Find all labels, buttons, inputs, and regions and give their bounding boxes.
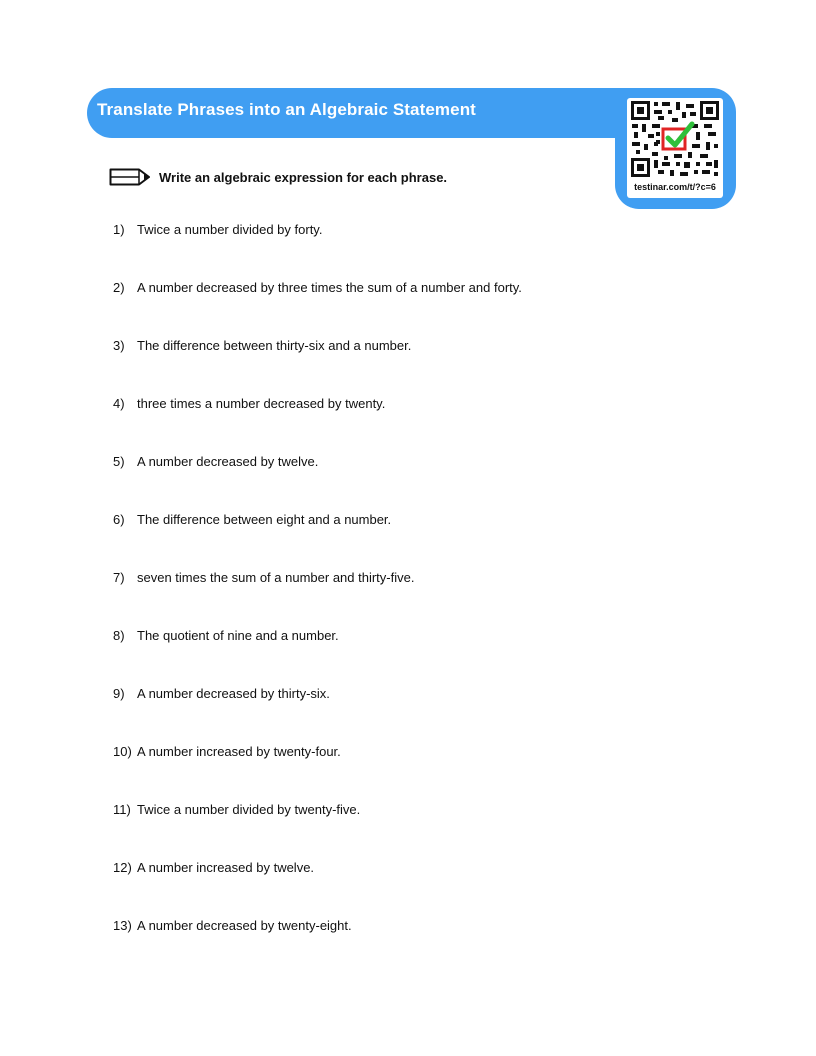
problem-text: The quotient of nine and a number. xyxy=(137,628,339,643)
problem-text: Twice a number divided by forty. xyxy=(137,222,323,237)
problem-text: A number decreased by twelve. xyxy=(137,454,319,469)
list-item xyxy=(113,396,385,416)
pencil-icon xyxy=(109,168,151,186)
problem-number: 13) xyxy=(113,918,132,933)
list-item xyxy=(113,512,391,532)
list-item xyxy=(113,338,411,358)
qr-url-text[interactable]: testinar.com/t/?c=6 xyxy=(634,182,716,192)
list-item xyxy=(113,744,341,764)
problem-text: A number decreased by three times the sum of a number and forty. xyxy=(137,280,522,295)
list-item xyxy=(113,860,314,880)
list-item xyxy=(113,222,322,242)
problem-text: Twice a number divided by twenty-five. xyxy=(137,802,361,817)
problem-number: 3) xyxy=(113,338,125,353)
problem-number: 6) xyxy=(113,512,125,527)
list-item xyxy=(113,628,339,648)
list-item xyxy=(113,280,522,300)
problem-text: three times a number decreased by twenty. xyxy=(137,396,386,411)
problem-number: 7) xyxy=(113,570,125,585)
problem-text: A number increased by twelve. xyxy=(137,860,315,875)
qr-code-panel xyxy=(627,98,723,198)
problem-text: A number decreased by twenty-eight. xyxy=(137,918,352,933)
problem-number: 8) xyxy=(113,628,125,643)
problem-number: 2) xyxy=(113,280,125,295)
problem-number: 1) xyxy=(113,222,125,237)
problem-text: A number decreased by thirty-six. xyxy=(137,686,330,701)
problem-text: The difference between eight and a number. xyxy=(137,512,392,527)
list-item xyxy=(113,918,352,938)
list-item xyxy=(113,802,360,822)
problem-number: 9) xyxy=(113,686,125,701)
instruction-text: Write an algebraic expression for each phrase. xyxy=(159,170,448,185)
problem-number: 12) xyxy=(113,860,132,875)
qr-code-icon xyxy=(630,100,720,178)
list-item xyxy=(113,454,318,474)
problem-text: The difference between thirty-six and a number. xyxy=(137,338,412,353)
page-title: Translate Phrases into an Algebraic Statement xyxy=(97,100,476,119)
problem-number: 11) xyxy=(113,802,131,817)
title-banner xyxy=(87,88,647,138)
problem-number: 10) xyxy=(113,744,132,759)
list-item xyxy=(113,570,414,590)
problem-text: A number increased by twenty-four. xyxy=(137,744,341,759)
problem-text: seven times the sum of a number and thirty-five. xyxy=(137,570,415,585)
problem-number: 4) xyxy=(113,396,125,411)
list-item xyxy=(113,686,330,706)
qr-code-card[interactable] xyxy=(615,88,736,209)
problem-number: 5) xyxy=(113,454,125,469)
